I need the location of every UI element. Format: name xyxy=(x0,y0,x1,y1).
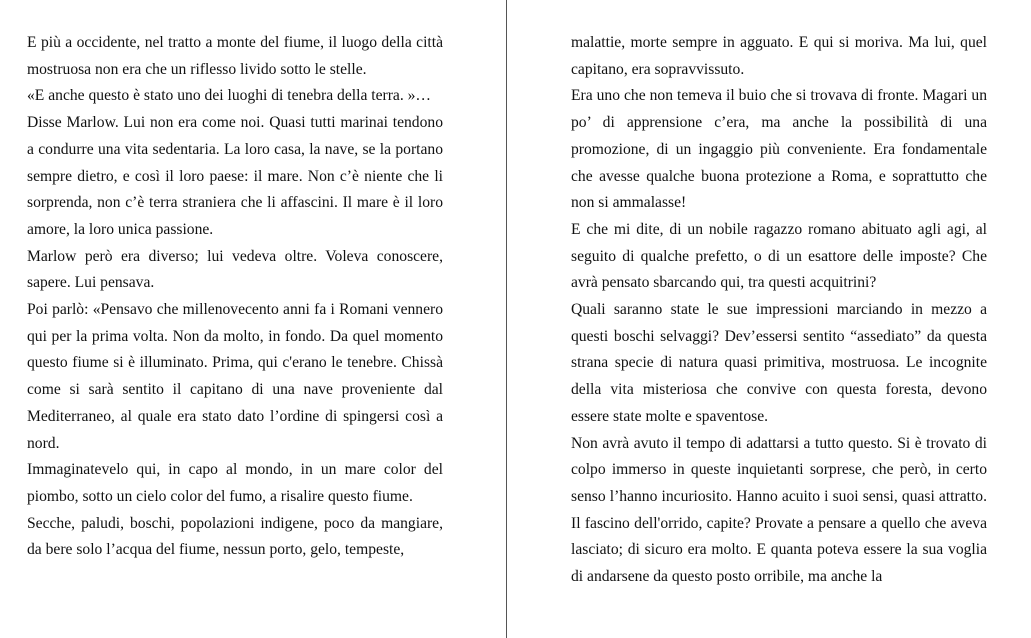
left-page xyxy=(27,30,443,564)
paragraph: Marlow però era diverso; lui vedeva oltre. Voleva conoscere, sapere. Lui pensava. xyxy=(27,247,443,292)
paragraph: Quali saranno state le sue impressioni marciando in mezzo a questi boschi selvaggi? Dev’essersi sentito “assediato” da questa strana specie di natura quasi primitiva, mostruosa. Le incognite della vita misteriosa che convive con questa foresta, devono essere state molte e spaventose. xyxy=(571,301,987,425)
paragraph: E più a occidente, nel tratto a monte del fiume, il luogo della città mostruosa non era che un riflesso livido sotto le stelle. xyxy=(27,34,443,78)
paragraph: Immaginatevelo qui, in capo al mondo, in un mare color del piombo, sotto un cielo color del fumo, a risalire questo fiume. xyxy=(27,461,443,505)
paragraph: «E anche questo è stato uno dei luoghi di tenebra della terra. »… xyxy=(27,87,432,105)
right-page xyxy=(571,30,987,591)
page-divider xyxy=(506,0,507,638)
paragraph: Non avrà avuto il tempo di adattarsi a tutto questo. Si è trovato di colpo immerso in queste inquietanti sorprese, che però, in certo senso l’hanno incuriosito. Hanno acuito i suoi sensi, quasi attratto. Il fascino dell'orrido, capite? Provate a pensare a quello che aveva lasciato; di sicuro era molto. E quanta poteva essere la sua voglia di andarsene da questo posto orribile, ma anche la xyxy=(571,434,987,586)
paragraph: E che mi dite, di un nobile ragazzo romano abituato agli agi, al seguito di qualche prefetto, o di un esattore delle imposte? Che avrà pensato sbarcando qui, tra questi acquitrini? xyxy=(571,220,987,292)
paragraph: Disse Marlow. Lui non era come noi. Quasi tutti marinai tendono a condurre una vita sedentaria. La loro casa, la nave, se la portano sempre dietro, e così il loro paese: il mare. Non c’è niente che li sorprenda, non c’è terra straniera che li affascini. Il mare è il loro amore, la loro unica passione. xyxy=(27,114,443,238)
paragraph: Poi parlò: «Pensavo che millenovecento anni fa i Romani vennero qui per la prima volta. Non da molto, in fondo. Da quel momento questo fiume si è illuminato. Prima, qui c'erano le tenebre. Chissà come si sarà sentito il capitano di una nave proveniente dal Mediterraneo, al quale era stato dato l’ordine di spingersi così a nord. xyxy=(27,301,443,452)
paragraph: malattie, morte sempre in agguato. E qui si moriva. Ma lui, quel capitano, era sopravvissuto. xyxy=(571,34,987,78)
paragraph: Secche, paludi, boschi, popolazioni indigene, poco da mangiare, da bere solo l’acqua del fiume, nessun porto, gelo, tempeste, xyxy=(27,514,443,559)
paragraph: Era uno che non temeva il buio che si trovava di fronte. Magari un po’ di apprensione c’era, ma anche la possibilità di una promozione, di un ingaggio più conveniente. Era fondamentale che avesse qualche buona protezione a Roma, e soprattutto che non si ammalasse! xyxy=(571,87,987,212)
